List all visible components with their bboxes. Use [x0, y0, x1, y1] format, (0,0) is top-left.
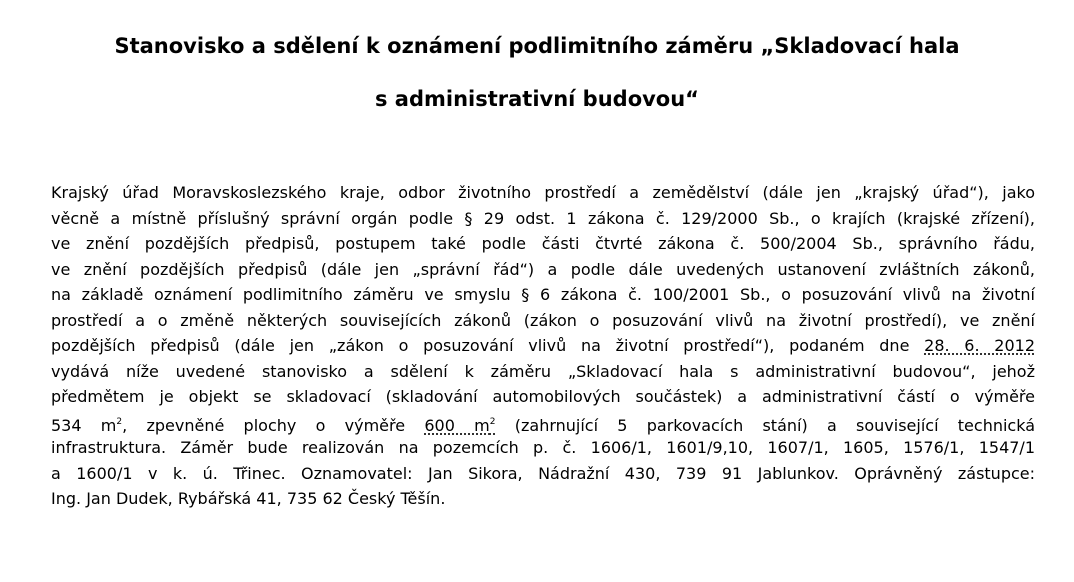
- submission-date: 28. 6. 2012: [924, 336, 1036, 355]
- paragraph-line: Ing. Jan Dudek, Rybářská 41, 735 62 Český Těšín.: [51, 489, 446, 508]
- superscript: 2: [489, 416, 496, 427]
- superscript: 2: [116, 416, 123, 427]
- paragraph-line: prostředí a o změně některých souvisejících zákonů (zákon o posuzování vlivů na životní prostředí), ve znění: [51, 310, 1035, 330]
- paragraph-line: Krajský úřad Moravskoslezského kraje, odbor životního prostředí a zemědělství (dále jen „krajský úřad“), jako: [51, 183, 1035, 202]
- statement-paragraph: [51, 180, 1035, 512]
- paragraph-line: na základě oznámení podlimitního záměru ve smyslu § 6 zákona č. 100/2001 Sb., o posuzování vlivů na životní: [51, 285, 1035, 304]
- paragraph-text: (zahrnující 5 parkovacích stání) a související technická: [514, 415, 1036, 435]
- paragraph-line: [51, 333, 1035, 359]
- area-value: 534 m: [51, 415, 117, 435]
- paragraph-line: předmětem je objekt se skladovací (skladování automobilových součástek) a administrativní částí o výměře: [51, 387, 1035, 406]
- document-title-line-1: Stanovisko a sdělení k oznámení podlimitního záměru „Skladovací hala: [114, 34, 960, 58]
- paragraph-text: , zpevněné plochy o výměře: [122, 415, 406, 435]
- document-title-line-2: s administrativní budovou“: [374, 87, 699, 111]
- paragraph-line: a 1600/1 v k. ú. Třinec. Oznamovatel: Jan Sikora, Nádražní 430, 739 91 Jablunkov. Oprávněný zástupce:: [51, 463, 1035, 483]
- paragraph-line: věcně a místně příslušný správní orgán podle § 29 odst. 1 zákona č. 129/2000 Sb., o krajích (krajské zřízení),: [51, 208, 1035, 228]
- paragraph-line: ve znění pozdějších předpisů, postupem také podle části čtvrté zákona č. 500/2004 Sb., správního řádu,: [51, 234, 1035, 253]
- paragraph-text: pozdějších předpisů (dále jen „zákon o posuzování vlivů na životní prostředí“), podaném dne: [51, 336, 910, 355]
- paved-area-value: [424, 416, 495, 435]
- paragraph-line: infrastruktura. Záměr bude realizován na pozemcích p. č. 1606/1, 1601/9,10, 1607/1, 1605, 1576/1, 1547/1: [51, 438, 1035, 457]
- paragraph-line: vydává níže uvedené stanovisko a sdělení k záměru „Skladovací hala s administrativní budovou“, jehož: [51, 361, 1035, 381]
- paragraph-line: ve znění pozdějších předpisů (dále jen „správní řád“) a podle dále uvedených ustanovení zvláštních zákonů,: [51, 259, 1035, 279]
- paragraph-line: [51, 410, 1035, 436]
- paved-area-number: 600 m: [424, 415, 490, 435]
